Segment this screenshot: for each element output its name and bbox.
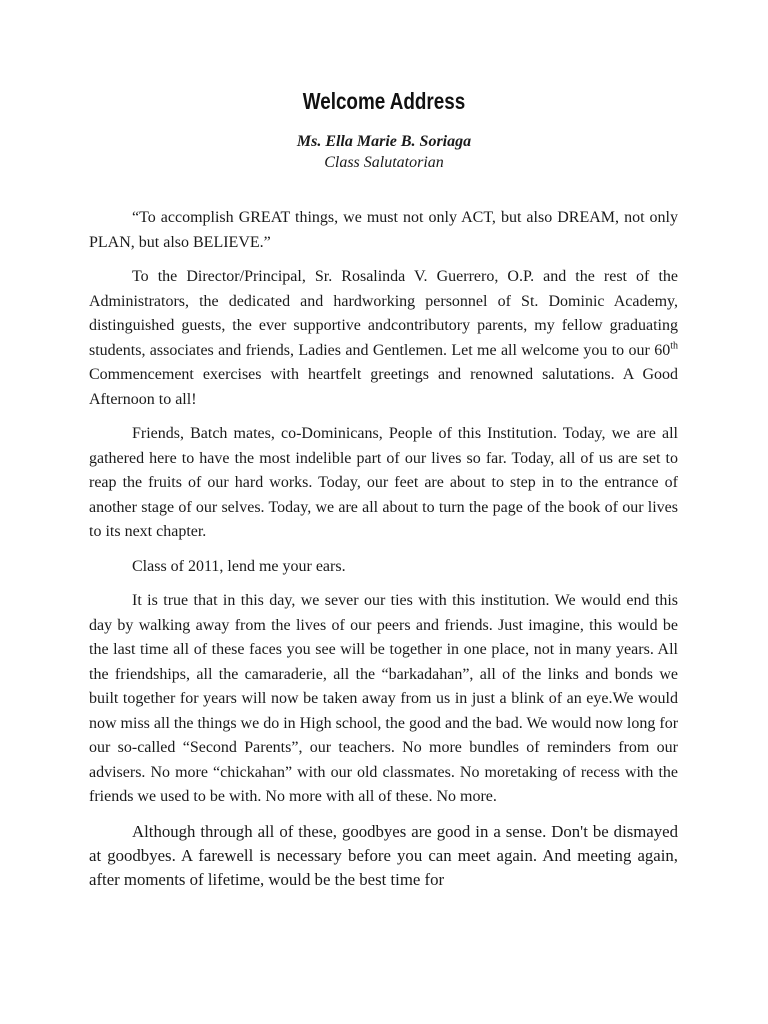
paragraph-today: Friends, Batch mates, co-Dominicans, People of this Institution. Today, we are all gathered here to have the most indelible part of our lives so far. Today, all of us are set to reap the fruits of our hard works. Today, our feet are about to step in to the entrance of another stage of our selves. Today, we are all about to turn the page of the book of our lives to its next chapter. [89,425,678,540]
paragraph-quote: “To accomplish GREAT things, we must not only ACT, but also DREAM, not only PLAN, but also BELIEVE.” [89,209,678,251]
paragraph-greeting-part-1: To the Director/Principal, Sr. Rosalinda V. Guerrero, O.P. and the rest of the Administrators, the dedicated and hardworking personnel of St. Dominic Academy, distinguished guests, the ever supportive andcontributory parents, my fellow graduating students, associates and friends, Ladies and Gentlemen. Let me all welcome you to our 60 [89,268,678,359]
paragraph-greeting-part-2: Commencement exercises with heartfelt greetings and renowned salutations. A Good Afternoon to all! [89,366,678,408]
paragraph-greeting [89,265,678,412]
paragraph-class: Class of 2011, lend me your ears. [132,557,346,575]
author-role: Class Salutatorian [324,154,444,171]
paragraph-sever-ties: It is true that in this day, we sever our ties with this institution. We would end this day by walking away from the lives of our peers and friends. Just imagine, this would be the last time all of these faces you see will be together in one place, not in many years. All the friendships, all the camaraderie, all the “barkadahan”, all of the links and bonds we built together for years will now be taken away from us in just a blink of an eye.We would now miss all the things we do in High school, the good and the bad. We would now long for our so-called “Second Parents”, our teachers. No more bundles of reminders from our advisers. No more “chickahan” with our old classmates. No moretaking of recess with the friends we used to be with. No more with all of these. No more. [89,592,679,805]
document-body [89,206,678,902]
paragraph-goodbyes: Although through all of these, goodbyes are good in a sense. Don't be dismayed at goodbyes. A farewell is necessary before you can meet again. And meeting again, after moments of lifetime, would be the best time for [89,821,678,889]
ordinal-suffix: th [670,340,678,352]
document-title: Welcome Address [302,88,466,114]
author-name: Ms. Ella Marie B. Soriaga [296,133,472,150]
